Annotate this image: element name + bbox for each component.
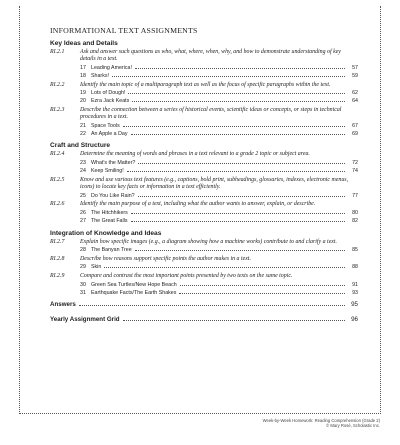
entry-page: 72: [352, 159, 358, 166]
toc-entry: [80, 210, 358, 217]
dot-leader: [79, 305, 345, 306]
standard-code: RI.2.2: [50, 81, 65, 88]
entry-page: 74: [352, 167, 358, 174]
toc-entry: [80, 123, 358, 130]
entry-title: Lots of Dough!: [91, 90, 126, 97]
entry-page: 62: [352, 90, 358, 97]
dot-leader: [131, 213, 345, 214]
dot-leader: [128, 93, 345, 94]
entry-number: 17: [80, 64, 86, 71]
entry-title: Ezra Jack Keats: [91, 97, 130, 104]
standard-row: [50, 151, 358, 158]
dot-leader: [179, 293, 345, 294]
standard-row: [50, 239, 358, 246]
entry-title: The Banyan Tree: [91, 247, 132, 254]
dot-leader: [123, 126, 345, 127]
entry-number: 18: [80, 72, 86, 79]
standard-code: RI.2.8: [50, 255, 65, 262]
page-title: INFORMATIONAL TEXT ASSIGNMENTS: [50, 26, 198, 35]
standard-code: RI.2.6: [50, 201, 65, 208]
entry-page: 91: [352, 281, 358, 288]
entry-title: Sharks!: [91, 72, 109, 79]
dot-leader: [131, 134, 345, 135]
standard-description: Know and use various text features (e.g., captions, bold print, subheadings, glossaries, indexes, electronic menus, icons) to locate key facts or information in a text efficiently.: [80, 176, 349, 191]
standard-code: RI.2.7: [50, 238, 65, 245]
entry-number: 19: [80, 90, 86, 97]
entry-number: 26: [80, 209, 86, 216]
toc-entry: [80, 264, 358, 271]
toc-entry: [80, 282, 358, 289]
entry-number: 22: [80, 130, 86, 137]
standard-row: [50, 49, 358, 64]
standard-code: RI.2.3: [50, 106, 65, 113]
entry-title: Earthquake Facts/The Earth Shakes: [91, 289, 177, 296]
dot-leader: [104, 267, 345, 268]
entry-number: 21: [80, 122, 86, 129]
entry-title: Green Sea Turtles/New Hope Beach: [91, 281, 177, 288]
standard-code: RI.2.4: [50, 151, 65, 158]
section-heading: Key Ideas and Details: [50, 40, 118, 47]
toc-sections: [50, 40, 358, 296]
entry-page: 80: [352, 209, 358, 216]
entry-number: 28: [80, 247, 86, 254]
entry-page: 67: [352, 122, 358, 129]
page-footer: [263, 418, 380, 428]
toc-entry: [80, 98, 358, 105]
entry-title: An Apple a Day: [91, 130, 128, 137]
entry-title: Space Tools: [91, 122, 120, 129]
standard-row: [50, 107, 358, 122]
entry-title: The Hitchhikers: [91, 209, 128, 216]
toc-entry: [80, 65, 358, 72]
dot-leader: [180, 285, 345, 286]
entry-page: 93: [352, 289, 358, 296]
entry-page: 82: [352, 217, 358, 224]
dot-leader: [112, 76, 345, 77]
standard-description: Identify the main topic of a multiparagraph text as well as the focus of specific paragraphs within the text.: [80, 81, 331, 88]
standard-description: Describe how reasons support specific points the author makes in a text.: [80, 255, 251, 262]
toc-entry: [80, 168, 358, 175]
entry-title: Keep Smiling!: [91, 167, 124, 174]
entry-page: 85: [352, 247, 358, 254]
entry-number: 24: [80, 167, 86, 174]
entry-title: The Great Falls: [91, 217, 128, 224]
answers-entry: [50, 301, 358, 309]
entry-title: What's the Matter?: [91, 159, 136, 166]
entry-number: 20: [80, 97, 86, 104]
toc-entry: [80, 193, 358, 200]
dot-leader: [127, 171, 345, 172]
entry-title: Do You Like Rain?: [91, 192, 135, 199]
standard-row: [50, 201, 358, 208]
grid-title: Yearly Assignment Grid: [50, 315, 120, 323]
toc-entry: [80, 247, 358, 254]
entry-number: 31: [80, 289, 86, 296]
standard-code: RI.2.9: [50, 273, 65, 280]
entry-page: 57: [352, 64, 358, 71]
entry-title: Skin: [91, 264, 102, 271]
section-heading: Craft and Structure: [50, 142, 111, 150]
entry-page: 64: [352, 97, 358, 104]
standard-description: Identify the main purpose of a text, including what the author wants to answer, explain, or describe.: [80, 201, 316, 208]
standard-description: Compare and contrast the most important points presented by two texts on the same topic.: [80, 273, 293, 280]
entry-page: 88: [352, 264, 358, 271]
toc-entry: [80, 73, 358, 80]
grid-page: 96: [351, 315, 358, 323]
standard-row: [50, 82, 358, 89]
footer-book-title: Week-by-Week Homework: Reading Comprehension (Grade 2): [262, 418, 380, 423]
dot-leader: [135, 250, 345, 251]
entry-page: 77: [352, 192, 358, 199]
entry-number: 23: [80, 159, 86, 166]
entry-number: 25: [80, 192, 86, 199]
entry-page: 59: [352, 72, 358, 79]
standard-description: Describe the connection between a series of historical events, scientific ideas or concepts, or steps in technical procedures in a text.: [80, 106, 342, 121]
dot-leader: [135, 68, 345, 69]
grid-entry: [50, 316, 358, 324]
answers-title: Answers: [50, 301, 76, 309]
section-heading: Integration of Knowledge and Ideas: [50, 229, 162, 237]
footer-copyright: © Mary Rosé, Scholastic Inc.: [326, 423, 380, 429]
dot-leader: [132, 101, 345, 102]
answers-page: 95: [351, 301, 358, 309]
dot-leader: [138, 163, 345, 164]
standard-description: Ask and answer such questions as who, what, where, when, why, and how to demonstrate understanding of key details in a text.: [80, 49, 341, 63]
standard-row: [50, 177, 358, 192]
toc-content: [50, 26, 358, 323]
toc-entry: [80, 218, 358, 225]
standard-row: [50, 273, 358, 280]
standard-description: Determine the meaning of words and phrases in a text relevant to a grade 2 topic or subject area.: [80, 151, 310, 158]
standard-code: RI.2.1: [50, 49, 65, 55]
toc-entry: [80, 90, 358, 97]
toc-entry: [80, 131, 358, 138]
standard-description: Explain how specific images (e.g., a diagram showing how a machine works) contribute to and clarify a text.: [80, 238, 338, 245]
entry-number: 29: [80, 264, 86, 271]
dot-leader: [138, 196, 345, 197]
entry-title: Leading America!: [91, 64, 132, 71]
standard-code: RI.2.5: [50, 176, 65, 183]
dot-leader: [131, 221, 345, 222]
entry-number: 27: [80, 217, 86, 224]
toc-entry: [80, 160, 358, 167]
dot-leader: [123, 320, 345, 321]
standard-row: [50, 256, 358, 263]
entry-number: 30: [80, 281, 86, 288]
toc-entry: [80, 290, 358, 297]
entry-page: 69: [352, 130, 358, 137]
